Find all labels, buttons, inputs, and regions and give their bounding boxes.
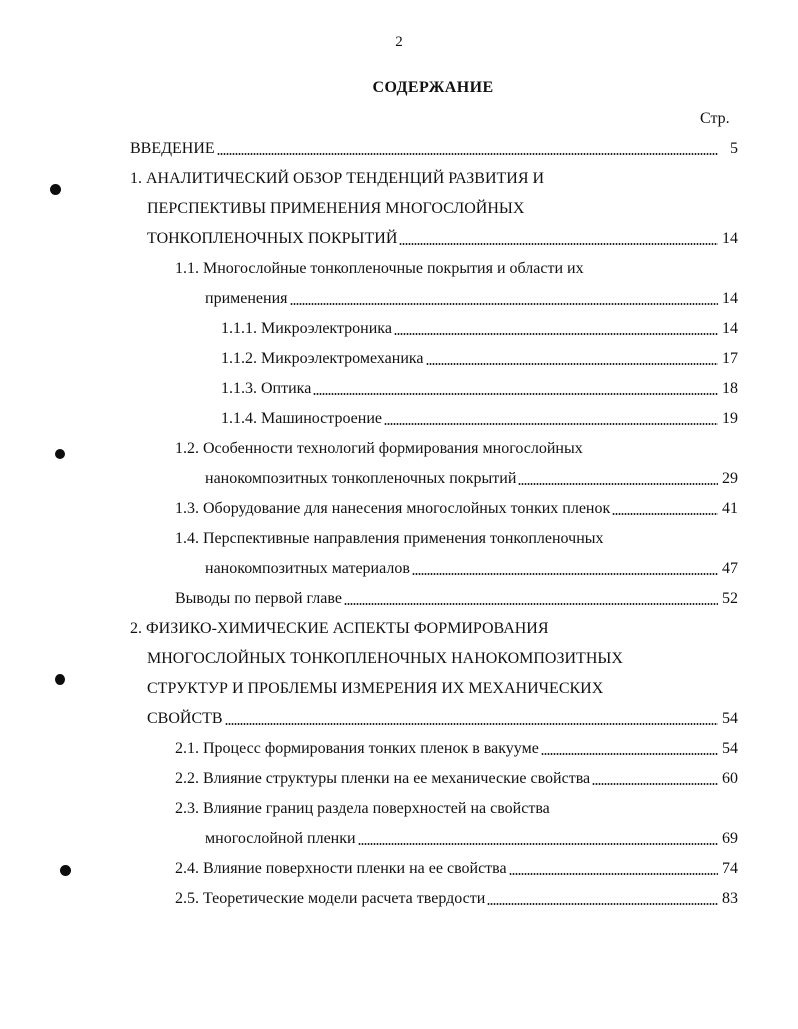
toc-title: СОДЕРЖАНИЕ: [372, 79, 494, 96]
toc-entry-text: нанокомпозитных тонкопленочных покрытий: [205, 470, 517, 487]
toc-entry-text: ВВЕДЕНИЕ: [130, 140, 215, 157]
dot-leader: [358, 843, 718, 845]
toc-entry-text: 2.1. Процесс формирования тонких пленок в вакууме: [175, 740, 539, 757]
toc-entry-text: 1.2. Особенности технологий формирования многослойных: [175, 440, 583, 457]
toc-entry-page: 54: [722, 710, 738, 727]
scan-spot-mark: [55, 674, 65, 685]
toc-chapter-1-line-3[interactable]: [147, 229, 738, 249]
toc-entry-page: 29: [722, 470, 738, 487]
toc-subsection-1-1-2[interactable]: [221, 349, 738, 369]
toc-entry-text: многослойной пленки: [205, 830, 356, 847]
toc-entry-page: 17: [722, 350, 738, 367]
toc-section-1-3[interactable]: [175, 499, 738, 519]
toc-entry-text: СТРУКТУР И ПРОБЛЕМЫ ИЗМЕРЕНИЯ ИХ МЕХАНИЧЕСКИХ: [147, 680, 604, 697]
dot-leader: [225, 723, 718, 725]
toc-section-2-5[interactable]: [175, 889, 738, 909]
toc-entry-page: 83: [722, 890, 738, 907]
toc-entry-page: 14: [722, 290, 738, 307]
toc-entry-text: 2. ФИЗИКО-ХИМИЧЕСКИЕ АСПЕКТЫ ФОРМИРОВАНИЯ: [130, 620, 549, 637]
toc-entry-text: 1.3. Оборудование для нанесения многослойных тонких пленок: [175, 500, 611, 517]
toc-subsection-1-1-4[interactable]: [221, 409, 738, 429]
toc-entry-text: Выводы по первой главе: [175, 590, 342, 607]
dot-leader: [313, 393, 718, 395]
toc-entry-page: 69: [722, 830, 738, 847]
toc-entry-page: 41: [722, 500, 738, 517]
toc-entry-page: 14: [722, 230, 738, 247]
dot-leader: [217, 153, 718, 155]
toc-chapter-1-conclusions[interactable]: [175, 589, 738, 609]
toc-chapter-1-line-1[interactable]: [130, 169, 544, 189]
dot-leader: [412, 573, 718, 575]
scan-spot-mark: [60, 865, 71, 876]
toc-entry-page: 52: [722, 590, 738, 607]
toc-section-2-3-line-1[interactable]: [175, 799, 550, 819]
page-number: 2: [395, 34, 403, 50]
toc-section-2-2[interactable]: [175, 769, 738, 789]
dot-leader: [592, 783, 718, 785]
dot-leader: [344, 603, 718, 605]
toc-subsection-1-1-3[interactable]: [221, 379, 738, 399]
dot-leader: [426, 363, 718, 365]
dot-leader: [518, 483, 718, 485]
toc-entry-page: 19: [722, 410, 738, 427]
toc-entry-text: 1.1.2. Микроэлектромеханика: [221, 350, 424, 367]
toc-chapter-2-line-3[interactable]: [147, 679, 603, 699]
scan-spot-mark: [55, 449, 65, 459]
toc-entry-text: ТОНКОПЛЕНОЧНЫХ ПОКРЫТИЙ: [147, 230, 398, 247]
toc-entry-page: 14: [722, 320, 738, 337]
toc-entry-text: 1.1.3. Оптика: [221, 380, 312, 397]
toc-entry-text: нанокомпозитных материалов: [205, 560, 410, 577]
dot-leader: [399, 243, 718, 245]
toc-entry-page: 54: [722, 740, 738, 757]
toc-section-1-1-line-2[interactable]: [205, 289, 738, 309]
dot-leader: [394, 333, 718, 335]
dot-leader: [384, 423, 718, 425]
toc-entry-introduction[interactable]: [130, 139, 738, 159]
toc-section-2-3-line-2[interactable]: [205, 829, 738, 849]
toc-section-1-2-line-1[interactable]: [175, 439, 583, 459]
toc-entry-page: 47: [722, 560, 738, 577]
page-column-label: Стр.: [700, 110, 730, 127]
dot-leader: [487, 903, 718, 905]
dot-leader: [612, 513, 718, 515]
toc-chapter-2-line-1[interactable]: [130, 619, 549, 639]
toc-entry-text: ПЕРСПЕКТИВЫ ПРИМЕНЕНИЯ МНОГОСЛОЙНЫХ: [147, 200, 525, 217]
toc-entry-page: 74: [722, 860, 738, 877]
toc-entry-text: 2.2. Влияние структуры пленки на ее механические свойства: [175, 770, 591, 787]
dot-leader: [290, 303, 719, 305]
toc-entry-text: 1.1. Многослойные тонкопленочные покрытия и области их: [175, 260, 584, 277]
dot-leader: [541, 753, 718, 755]
toc-entry-page: 18: [722, 380, 738, 397]
toc-section-2-1[interactable]: [175, 739, 738, 759]
toc-section-2-4[interactable]: [175, 859, 738, 879]
scan-spot-mark: [50, 184, 61, 195]
toc-section-1-2-line-2[interactable]: [205, 469, 738, 489]
toc-entry-text: 2.5. Теоретические модели расчета твердости: [175, 890, 486, 907]
toc-chapter-2-line-4[interactable]: [147, 709, 738, 729]
toc-entry-text: МНОГОСЛОЙНЫХ ТОНКОПЛЕНОЧНЫХ НАНОКОМПОЗИТНЫХ: [147, 650, 623, 667]
toc-entry-text: 1.4. Перспективные направления применения тонкопленочных: [175, 530, 604, 547]
toc-section-1-4-line-1[interactable]: [175, 529, 604, 549]
toc-chapter-2-line-2[interactable]: [147, 649, 623, 669]
toc-entry-text: 1.1.1. Микроэлектроника: [221, 320, 392, 337]
toc-entry-text: СВОЙСТВ: [147, 710, 223, 727]
toc-section-1-1-line-1[interactable]: [175, 259, 584, 279]
toc-entry-page: 5: [730, 140, 738, 157]
toc-subsection-1-1-1[interactable]: [221, 319, 738, 339]
toc-entry-page: 60: [722, 770, 738, 787]
toc-entry-text: применения: [205, 290, 288, 307]
dot-leader: [509, 873, 718, 875]
toc-entry-text: 2.4. Влияние поверхности пленки на ее свойства: [175, 860, 507, 877]
toc-chapter-1-line-2[interactable]: [147, 199, 524, 219]
toc-entry-text: 1.1.4. Машиностроение: [221, 410, 382, 427]
toc-entry-text: 2.3. Влияние границ раздела поверхностей на свойства: [175, 800, 550, 817]
toc-section-1-4-line-2[interactable]: [205, 559, 738, 579]
toc-entry-text: 1. АНАЛИТИЧЕСКИЙ ОБЗОР ТЕНДЕНЦИЙ РАЗВИТИЯ И: [130, 170, 545, 187]
